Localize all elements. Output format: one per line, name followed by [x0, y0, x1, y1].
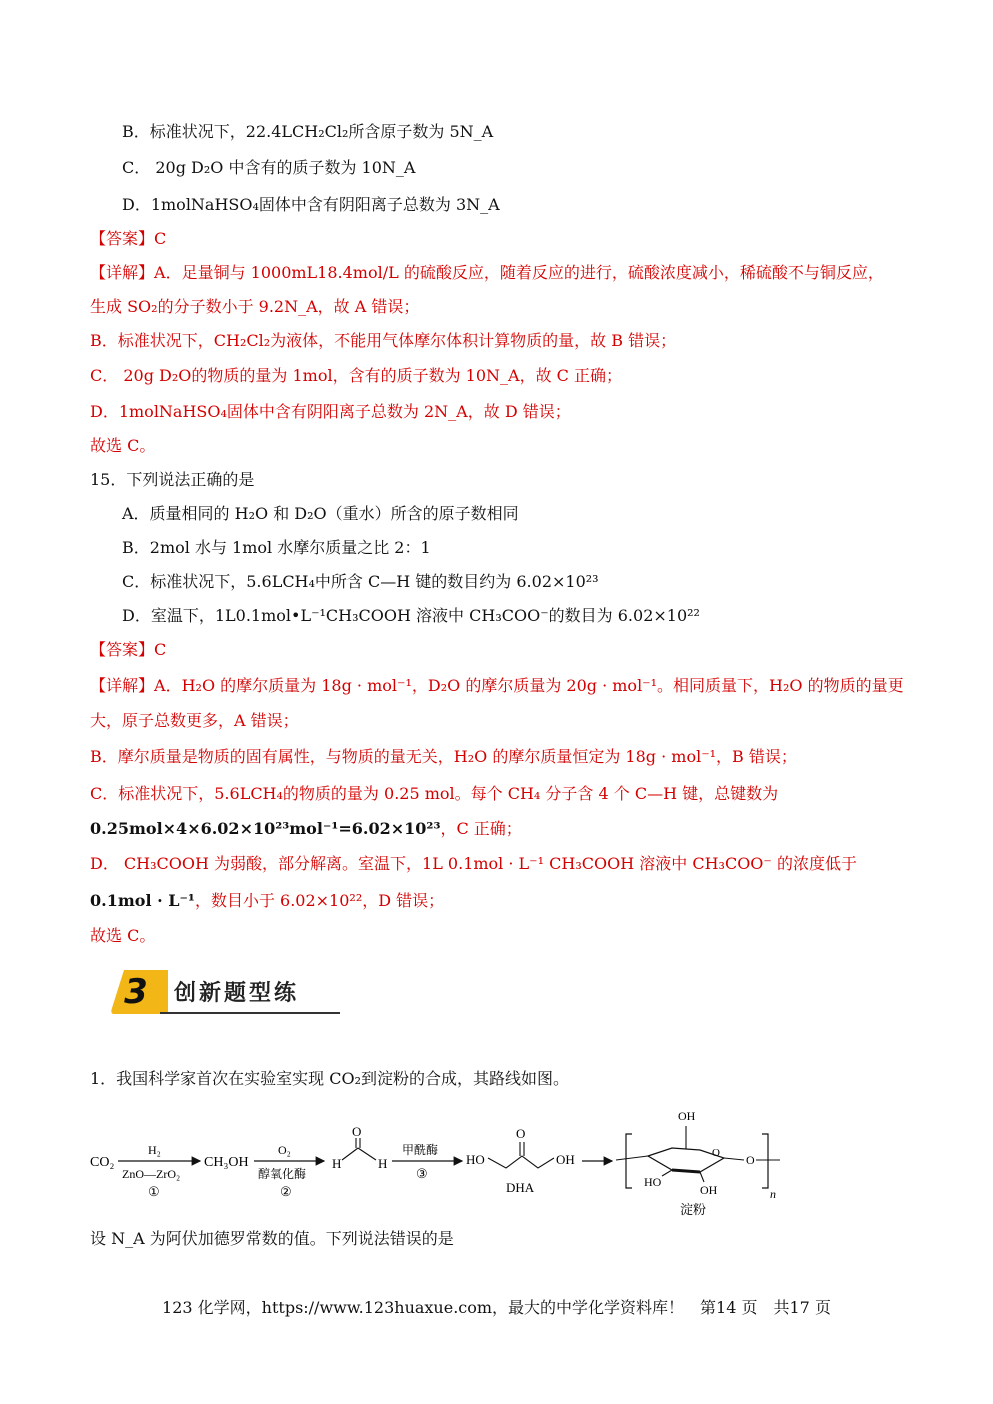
- q15-detail-b: B．摩尔质量是物质的固有属性，与物质的量无关，H₂O 的摩尔质量恒定为 18g · mol⁻¹，B 错误；: [90, 747, 797, 766]
- q1-follow-text: 设 N_A 为阿伏加德罗常数的值。下列说法错误的是: [90, 1229, 454, 1248]
- bracket-right: [762, 1134, 768, 1188]
- step2-enzyme: 醇氧化酶: [258, 1167, 307, 1181]
- q15-option-c: C．标准状况下，5.6LCH₄中所含 C—H 键的数目约为 6.02×10²³: [122, 572, 599, 591]
- detail-tag: 【详解】: [90, 263, 155, 282]
- q14-detail-b: B．标准状况下，CH₂Cl₂为液体，不能用气体摩尔体积计算物质的量，故 B 错误；: [90, 331, 677, 350]
- formula-expression: 0.25mol×4×6.02×10²³mol⁻¹=6.02×10²³: [90, 819, 441, 838]
- q14-option-d: D．1molNaHSO₄固体中含有阴阳离子总数为 3N_A: [122, 195, 500, 214]
- q14-conclusion: 故选 C。: [90, 436, 156, 455]
- starch-ring-oxygen: O: [712, 1147, 720, 1159]
- step3-number: ③: [416, 1166, 428, 1181]
- dha-label: DHA: [506, 1180, 535, 1195]
- answer-value: C: [154, 640, 167, 659]
- section-title: 创新题型练: [174, 981, 300, 1006]
- q14-detail-c: C． 20g D₂O的物质的量为 1mol，含有的质子数为 10N_A，故 C 正确；: [90, 366, 622, 385]
- starch-link-oxygen: O: [746, 1153, 755, 1167]
- q15-option-b: B．2mol 水与 1mol 水摩尔质量之比 2：1: [122, 538, 431, 557]
- synthesis-route-scheme: [88, 1096, 788, 1226]
- step1-catalyst: ZnO—ZrO₂: [122, 1167, 181, 1181]
- step2-reagent: O₂: [278, 1143, 291, 1157]
- starch-oh-bottom: OH: [700, 1183, 718, 1197]
- starch-label: 淀粉: [680, 1202, 707, 1217]
- scheme-co2: CO₂: [90, 1155, 115, 1170]
- step1-number: ①: [148, 1184, 160, 1199]
- formula-expression: 0.1mol · L⁻¹: [90, 891, 195, 910]
- detail-tail: ，C 正确；: [440, 819, 522, 838]
- step2-number: ②: [280, 1184, 292, 1199]
- detail-tail: ，数目小于 6.02×10²²，D 错误；: [194, 891, 445, 910]
- bracket-left: [626, 1134, 632, 1188]
- q15-detail-c2: [90, 818, 522, 840]
- detail-text: A．足量铜与 1000mL18.4mol/L 的硫酸反应，随着反应的进行，硫酸浓度减小，稀硫酸不与铜反应，: [154, 263, 884, 282]
- hcho-h-left: H: [332, 1156, 342, 1171]
- dha-oxygen: O: [516, 1126, 526, 1141]
- hcho-h-right: H: [378, 1156, 388, 1171]
- q14-option-b: B．标准状况下，22.4LCH₂Cl₂所含原子数为 5N_A: [122, 122, 494, 141]
- q14-option-c: C． 20g D₂O 中含有的质子数为 10N_A: [122, 158, 416, 177]
- answer-tag: 【答案】: [90, 640, 155, 659]
- q14-answer: [90, 228, 166, 250]
- q15-answer: [90, 639, 166, 661]
- q15-detail-a2: 大，原子总数更多，A 错误；: [90, 711, 299, 730]
- dha-ho: HO: [466, 1152, 485, 1167]
- q14-detail-a1: [90, 262, 884, 284]
- page-footer: 123 化学网，https://www.123huaxue.com，最大的中学化学资料库！ 第14 页 共17 页: [162, 1298, 831, 1317]
- q15-detail-d1: D． CH₃COOH 为弱酸，部分解离。室温下，1L 0.1mol · L⁻¹ CH₃COOH 溶液中 CH₃COO⁻ 的浓度低于: [90, 854, 857, 873]
- answer-tag: 【答案】: [90, 229, 155, 248]
- q15-stem: 15．下列说法正确的是: [90, 470, 255, 489]
- starch-n: n: [770, 1187, 776, 1201]
- banner-underline: [160, 1012, 340, 1014]
- q15-detail-d2: [90, 890, 444, 912]
- section-number: 3: [124, 972, 148, 1012]
- q15-option-a: A．质量相同的 H₂O 和 D₂O（重水）所含的原子数相同: [122, 504, 519, 523]
- scheme-methanol: CH₃OH: [204, 1155, 249, 1170]
- q15-conclusion: 故选 C。: [90, 926, 156, 945]
- q15-detail-a1: [90, 675, 904, 697]
- dha-oh: OH: [556, 1152, 575, 1167]
- detail-text: A．H₂O 的摩尔质量为 18g · mol⁻¹，D₂O 的摩尔质量为 20g · mol⁻¹。相同质量下，H₂O 的物质的量更: [154, 676, 904, 695]
- starch-ho: HO: [644, 1175, 662, 1189]
- q15-option-d: D．室温下，1L0.1mol•L⁻¹CH₃COOH 溶液中 CH₃COO⁻的数目为 6.02×10²²: [122, 606, 700, 625]
- step1-reagent: H₂: [148, 1143, 161, 1157]
- starch-oh-top: OH: [678, 1109, 696, 1123]
- section-banner: [110, 968, 342, 1016]
- q1-stem: 1．我国科学家首次在实验室实现 CO₂到淀粉的合成，其路线如图。: [90, 1069, 570, 1088]
- q14-detail-a2: 生成 SO₂的分子数小于 9.2N_A，故 A 错误；: [90, 297, 420, 316]
- step3-enzyme: 甲酰酶: [402, 1143, 439, 1157]
- q15-detail-c1: C．标准状况下，5.6LCH₄的物质的量为 0.25 mol。每个 CH₄ 分子含 4 个 C—H 键，总键数为: [90, 784, 779, 803]
- answer-value: C: [154, 229, 167, 248]
- hcho-oxygen: O: [352, 1124, 362, 1139]
- q14-detail-d: D．1molNaHSO₄固体中含有阴阳离子总数为 2N_A，故 D 错误；: [90, 402, 571, 421]
- detail-tag: 【详解】: [90, 676, 155, 695]
